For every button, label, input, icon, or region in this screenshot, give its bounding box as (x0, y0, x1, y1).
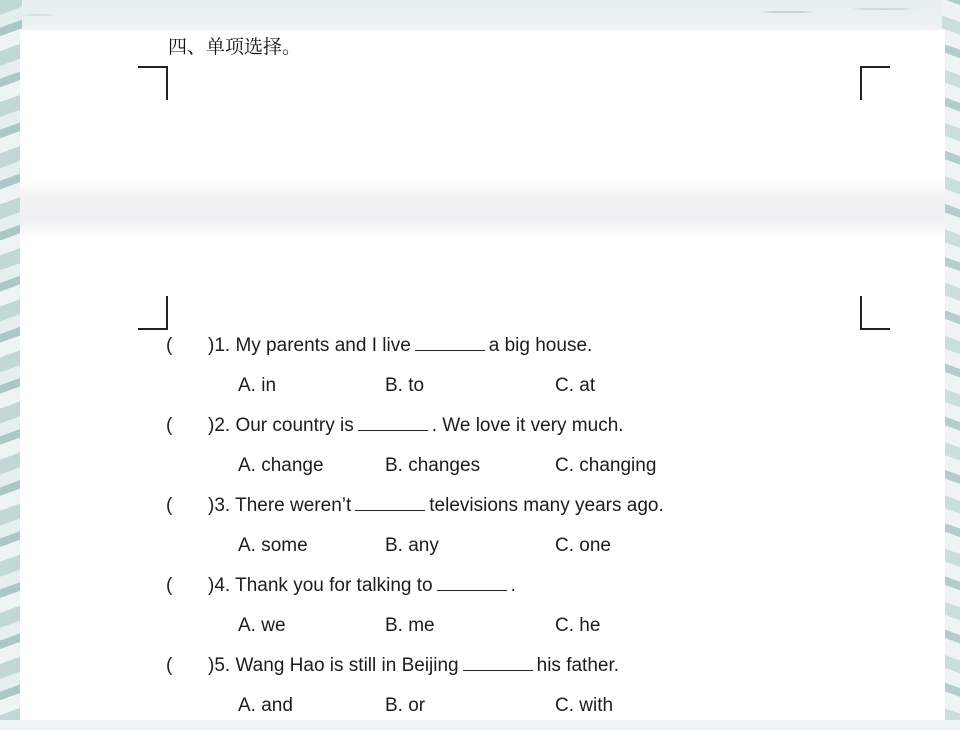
stem-text-before: )3. There weren’t (208, 495, 352, 516)
option-c: C. with (555, 695, 614, 716)
question-list (20, 330, 945, 730)
crop-mark-top-left (138, 66, 168, 100)
question-stem (166, 655, 619, 677)
section-title: 四、单项选择。 (168, 36, 302, 58)
stem-text-after: . We love it very much. (431, 415, 624, 436)
question-3 (20, 490, 945, 570)
question-stem (166, 415, 624, 437)
question-2 (20, 410, 945, 490)
option-b: B. to (385, 375, 425, 396)
answer-blank (358, 429, 428, 431)
floral-decoration-top (0, 0, 960, 30)
question-4 (20, 570, 945, 650)
stem-text-after: televisions many years ago. (429, 495, 664, 516)
worksheet-page (20, 30, 945, 720)
option-c: C. changing (555, 455, 657, 476)
question-1 (20, 330, 945, 410)
option-a: A. and (238, 695, 293, 716)
stem-text-after: his father. (536, 655, 620, 676)
question-stem (166, 335, 592, 357)
option-b: B. or (385, 695, 426, 716)
stem-text-after: . (510, 575, 516, 596)
stem-text-before: )1. My parents and I live (208, 335, 411, 356)
crop-mark-bottom-left (138, 296, 168, 330)
option-b: B. any (385, 535, 439, 556)
answer-blank (437, 589, 507, 591)
option-b: B. me (385, 615, 435, 636)
option-a: A. change (238, 455, 324, 476)
question-stem (166, 495, 664, 517)
crop-mark-top-right (860, 66, 890, 100)
stem-text-before: )5. Wang Hao is still in Beijing (208, 655, 459, 676)
stem-text-before: )2. Our country is (208, 415, 354, 436)
answer-paren: ( (166, 335, 173, 356)
option-b: B. changes (385, 455, 481, 476)
answer-blank (463, 669, 533, 671)
option-a: A. in (238, 375, 277, 396)
answer-blank (355, 509, 425, 511)
divider-band (20, 180, 945, 238)
question-5 (20, 650, 945, 730)
answer-paren: ( (166, 495, 173, 516)
answer-blank (415, 349, 485, 351)
answer-paren: ( (166, 415, 173, 436)
answer-paren: ( (166, 575, 173, 596)
option-c: C. at (555, 375, 596, 396)
stem-text-after: a big house. (488, 335, 593, 356)
option-a: A. we (238, 615, 286, 636)
crop-mark-bottom-right (860, 296, 890, 330)
answer-paren: ( (166, 655, 173, 676)
stem-text-before: )4. Thank you for talking to (208, 575, 433, 596)
option-c: C. one (555, 535, 611, 556)
floral-decoration-left (0, 0, 22, 720)
option-a: A. some (238, 535, 308, 556)
option-c: C. he (555, 615, 601, 636)
question-stem (166, 575, 516, 597)
